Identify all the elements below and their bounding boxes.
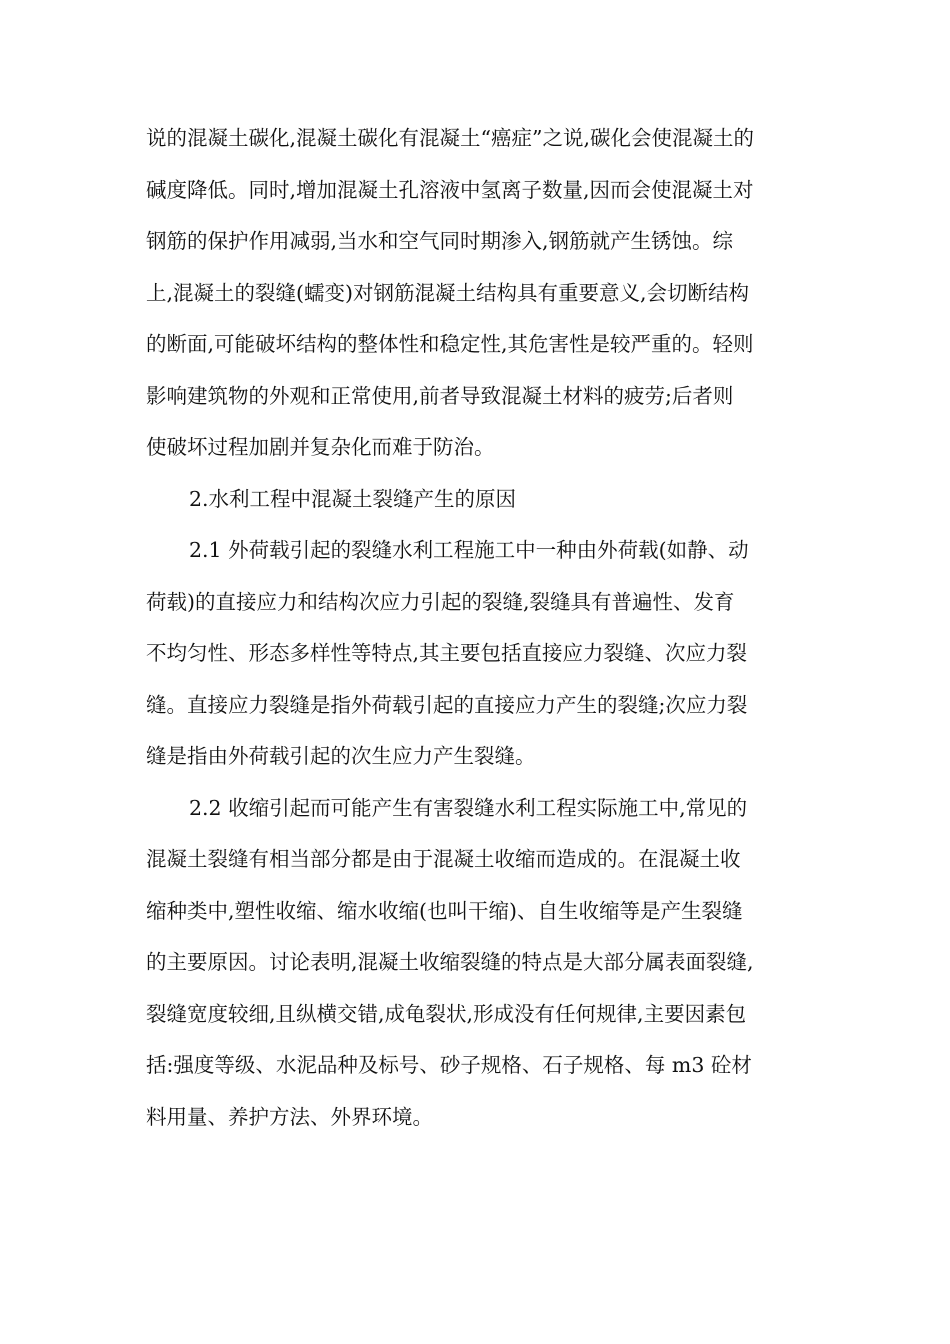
body-text-line: 料用量、养护方法、外界环境。 [146, 1104, 433, 1129]
body-text-line: 裂缝宽度较细,且纵横交错,成龟裂状,形成没有任何规律,主要因素包 [146, 1001, 747, 1026]
body-text-line: 不均匀性、形态多样性等特点,其主要包括直接应力裂缝、次应力裂 [146, 641, 748, 665]
body-text-line: 缩种类中,塑性收缩、缩水收缩(也叫干缩)、自生收缩等是产生裂缝 [146, 898, 743, 923]
body-text-line: 使破坏过程加剧并复杂化而难于防治。 [146, 435, 495, 459]
subsection-heading-line: 2.2 收缩引起而可能产生有害裂缝水利工程实际施工中,常见的 [189, 795, 748, 820]
section-heading: 2.水利工程中混凝土裂缝产生的原因 [189, 486, 517, 511]
body-text-line: 钢筋的保护作用减弱,当水和空气同时期渗入,钢筋就产生锈蚀。综 [146, 229, 734, 253]
body-text-line: 混凝土裂缝有相当部分都是由于混凝土收缩而造成的。在混凝土收 [146, 847, 741, 871]
body-text-line: 缝。直接应力裂缝是指外荷载引起的直接应力产生的裂缝;次应力裂 [146, 692, 748, 717]
body-text-line: 上,混凝土的裂缝(蠕变)对钢筋混凝土结构具有重要意义,会切断结构 [146, 280, 750, 305]
body-text-line: 括:强度等级、水泥品种及标号、砂子规格、石子规格、每 m3 砼材 [146, 1053, 752, 1077]
body-text-line: 的断面,可能破坏结构的整体性和稳定性,其危害性是较严重的。轻则 [146, 332, 754, 356]
body-text-line: 荷载)的直接应力和结构次应力引起的裂缝,裂缝具有普遍性、发育 [146, 589, 735, 614]
body-text-line: 说的混凝土碳化,混凝土碳化有混凝土“癌症”之说,碳化会使混凝土的 [146, 126, 754, 150]
body-text-line: 的主要原因。讨论表明,混凝土收缩裂缝的特点是大部分属表面裂缝, [146, 950, 754, 974]
body-text-line: 碱度降低。同时,增加混凝土孔溶液中氢离子数量,因而会使混凝土对 [146, 177, 754, 202]
body-text-line: 缝是指由外荷载引起的次生应力产生裂缝。 [146, 744, 536, 768]
subsection-heading-line: 2.1 外荷载引起的裂缝水利工程施工中一种由外荷载(如静、动 [189, 538, 749, 562]
document-body [146, 113, 806, 1143]
body-text-line: 影响建筑物的外观和正常使用,前者导致混凝土材料的疲劳;后者则 [146, 383, 734, 408]
